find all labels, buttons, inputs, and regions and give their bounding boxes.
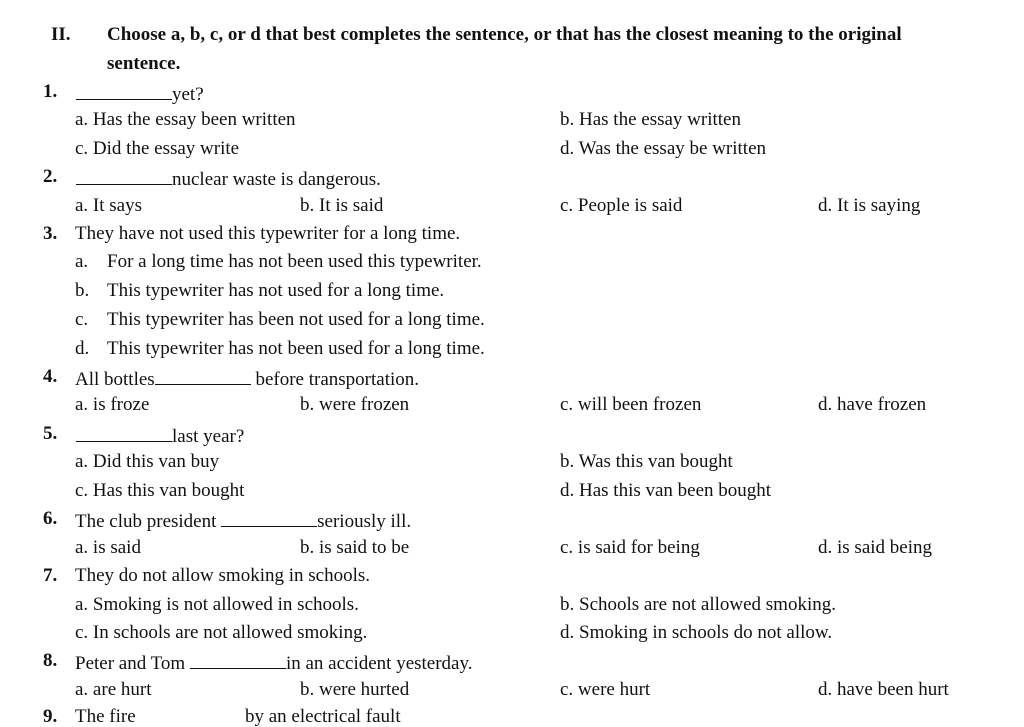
option-a: a. is froze (75, 394, 150, 415)
question-stem: Peter and Tom in an accident yesterday. (75, 653, 473, 674)
option-c: c. were hurt (560, 679, 651, 700)
option-d: d. Has this van been bought (560, 480, 772, 501)
answer-blank (76, 424, 172, 442)
question-stem-start: The fire (75, 706, 136, 727)
option-c: c. Has this van bought (75, 480, 245, 501)
option-a: a. Did this van buy (75, 451, 220, 472)
option-b: b. were hurted (300, 679, 410, 700)
option-d: This typewriter has not been used for a long time. (107, 338, 485, 359)
option-a: a. It says (75, 195, 143, 216)
question-number: 1. (43, 81, 58, 102)
option-b: b. were frozen (300, 394, 410, 415)
question-stem: They do not allow smoking in schools. (75, 565, 371, 586)
option-c: This typewriter has been not used for a long time. (107, 309, 485, 330)
question-number: 3. (43, 223, 58, 244)
question-stem-end: by an electrical fault (245, 706, 401, 727)
question-number: 6. (43, 508, 58, 529)
question-stem: last year? (76, 424, 244, 446)
answer-blank (76, 167, 172, 185)
section-instruction: Choose a, b, c, or d that best completes the sentence, or that has the closest meaning to the original (107, 24, 902, 45)
option-d: d. It is saying (818, 195, 921, 216)
question-number: 2. (43, 166, 58, 187)
option-d: d. Smoking in schools do not allow. (560, 622, 833, 643)
option-a: a. is said (75, 537, 141, 558)
option-d: d. have frozen (818, 394, 927, 415)
option-a: a. Has the essay been written (75, 109, 296, 130)
question-stem: The club president seriously ill. (75, 511, 412, 532)
question-number: 7. (43, 565, 58, 586)
question-stem: nuclear waste is dangerous. (76, 167, 381, 189)
option-c-letter: c. (75, 309, 89, 330)
question-stem: All bottles before transportation. (75, 369, 420, 390)
question-stem: They have not used this typewriter for a long time. (75, 223, 461, 244)
option-b: This typewriter has not used for a long time. (107, 280, 445, 301)
option-b-letter: b. (75, 280, 90, 301)
cutoff-question-line (0, 706, 1024, 727)
question-number: 9. (43, 706, 58, 727)
answer-blank (221, 509, 317, 527)
option-d: d. have been hurt (818, 679, 949, 700)
option-c: c. In schools are not allowed smoking. (75, 622, 368, 643)
option-b: b. Has the essay written (560, 109, 741, 130)
option-a: a. are hurt (75, 679, 152, 700)
option-c: c. will been frozen (560, 394, 702, 415)
question-number: 5. (43, 423, 58, 444)
question-number: 4. (43, 366, 58, 387)
section-numeral: II. (51, 24, 71, 45)
option-b: b. Schools are not allowed smoking. (560, 594, 836, 615)
option-d: d. Was the essay be written (560, 138, 767, 159)
option-a: a. Smoking is not allowed in schools. (75, 594, 359, 615)
answer-blank (76, 82, 172, 100)
option-b: b. It is said (300, 195, 384, 216)
answer-blank (190, 651, 286, 669)
option-b: b. Was this van bought (560, 451, 733, 472)
section-instruction-cont: sentence. (107, 53, 181, 74)
answer-blank (155, 367, 251, 385)
question-number: 8. (43, 650, 58, 671)
question-stem: yet? (76, 82, 204, 104)
option-b: b. is said to be (300, 537, 410, 558)
option-d-letter: d. (75, 338, 90, 359)
option-c: c. is said for being (560, 537, 700, 558)
option-c: c. People is said (560, 195, 683, 216)
option-d: d. is said being (818, 537, 932, 558)
option-c: c. Did the essay write (75, 138, 240, 159)
option-a: For a long time has not been used this typewriter. (107, 251, 482, 272)
option-a-letter: a. (75, 251, 89, 272)
